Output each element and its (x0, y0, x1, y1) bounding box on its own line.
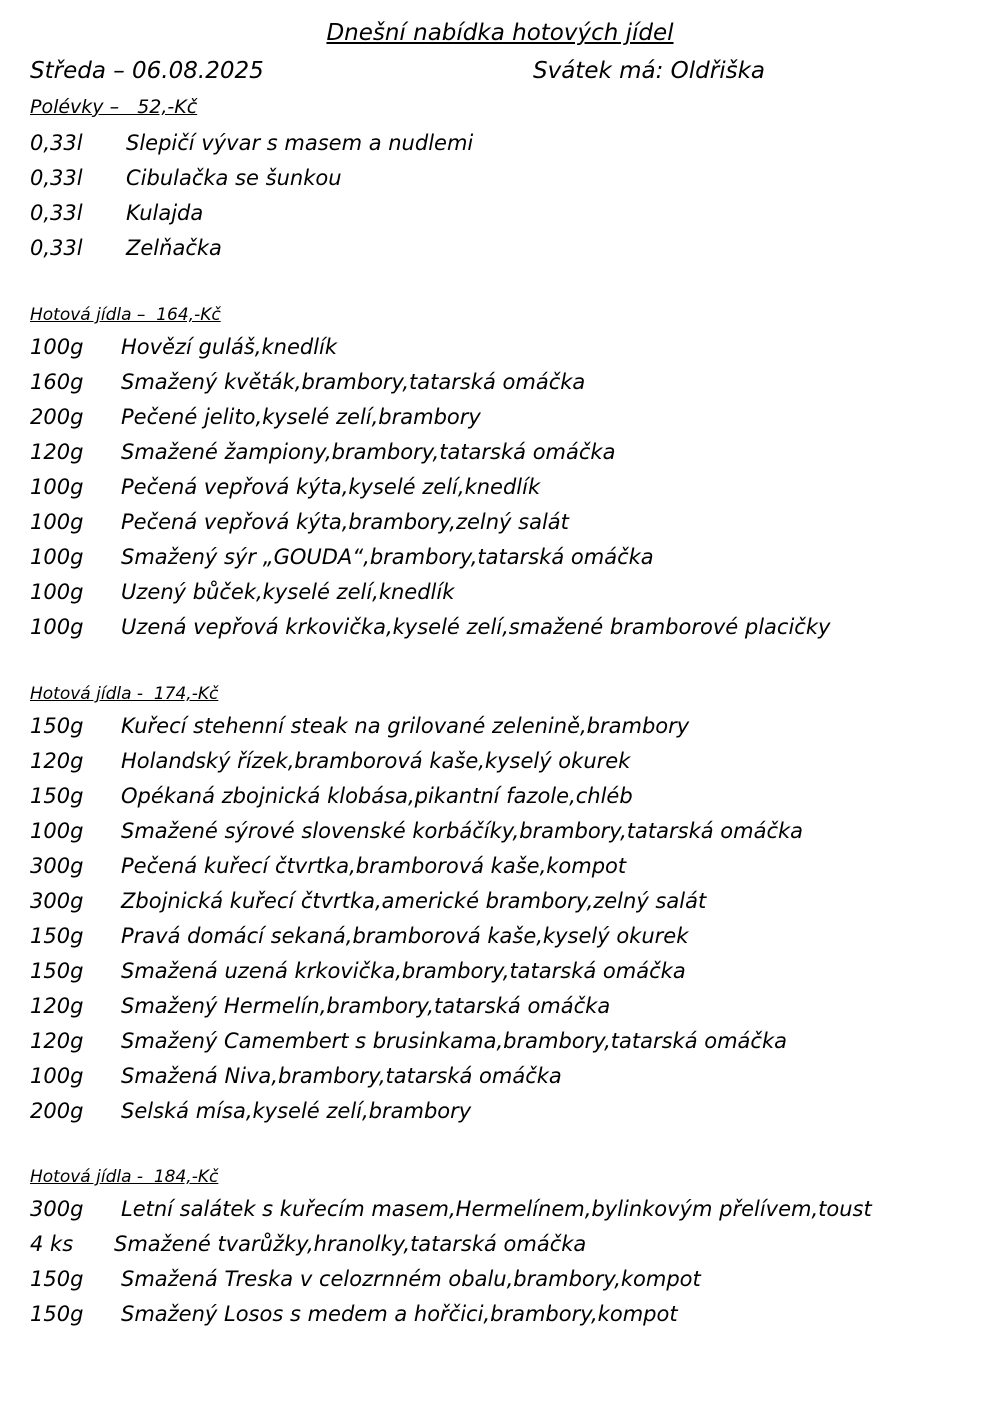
item-quantity: 150g (30, 784, 84, 808)
item-dish: Smažený Camembert s brusinkama,brambory,tatarská omáčka (121, 1029, 787, 1053)
item-quantity: 100g (30, 475, 84, 499)
menu-item (30, 819, 980, 854)
item-dish: Pečená kuřecí čtvrtka,bramborová kaše,kompot (121, 854, 627, 878)
page-title: Dnešní nabídka hotových jídel (326, 20, 674, 46)
item-dish: Smažený květák,brambory,tatarská omáčka (121, 370, 586, 394)
menu-item (30, 236, 980, 271)
item-dish: Zelňačka (126, 236, 222, 260)
section-heading-soups: Polévky – 52,-Kč (30, 96, 198, 118)
item-dish: Kuřecí stehenní steak na grilované zelenině,brambory (121, 714, 690, 738)
item-quantity: 4 ks (30, 1232, 74, 1256)
item-quantity: 150g (30, 959, 84, 983)
item-dish: Smažený Hermelín,brambory,tatarská omáčka (121, 994, 611, 1018)
menu-item (30, 1029, 980, 1064)
item-quantity: 0,33l (30, 201, 83, 225)
menu-item (30, 889, 980, 924)
menu-item (30, 994, 980, 1029)
item-dish: Pečené jelito,kyselé zelí,brambory (121, 405, 481, 429)
item-quantity: 100g (30, 1064, 84, 1088)
menu-item (30, 924, 980, 959)
menu-item (30, 1064, 980, 1099)
menu-item (30, 1099, 980, 1134)
menu-item (30, 475, 980, 510)
section-heading-164: Hotová jídla – 164,-Kč (30, 305, 221, 325)
item-quantity: 0,33l (30, 131, 83, 155)
item-dish: Smažený Losos s medem a hořčici,brambory,kompot (121, 1302, 678, 1326)
section-meals-184 (30, 1197, 980, 1337)
item-quantity: 100g (30, 545, 84, 569)
menu-item (30, 714, 980, 749)
menu-item (30, 1197, 980, 1232)
nameday-line: Svátek má: Oldřiška (533, 58, 765, 84)
item-dish: Zbojnická kuřecí čtvrtka,americké brambory,zelný salát (121, 889, 707, 913)
menu-item (30, 201, 980, 236)
item-quantity: 100g (30, 335, 84, 359)
item-quantity: 100g (30, 819, 84, 843)
item-dish: Letní salátek s kuřecím masem,Hermelínem,bylinkovým přelívem,toust (121, 1197, 872, 1221)
section-soups (30, 131, 980, 271)
item-quantity: 160g (30, 370, 84, 394)
item-quantity: 300g (30, 889, 84, 913)
item-quantity: 200g (30, 405, 84, 429)
item-quantity: 120g (30, 440, 84, 464)
menu-item (30, 1302, 980, 1337)
item-dish: Pravá domácí sekaná,bramborová kaše,kyselý okurek (121, 924, 689, 948)
menu-item (30, 370, 980, 405)
date-line: Středa – 06.08.2025 (30, 58, 264, 84)
item-dish: Smažená uzená krkovička,brambory,tatarská omáčka (121, 959, 686, 983)
menu-item (30, 580, 980, 615)
item-quantity: 200g (30, 1099, 84, 1123)
item-dish: Opékaná zbojnická klobása,pikantní fazole,chléb (121, 784, 633, 808)
item-quantity: 100g (30, 580, 84, 604)
menu-item (30, 1267, 980, 1302)
item-dish: Smažený sýr „GOUDA“,brambory,tatarská omáčka (121, 545, 654, 569)
item-dish: Selská mísa,kyselé zelí,brambory (121, 1099, 472, 1123)
item-dish: Kulajda (126, 201, 204, 225)
item-quantity: 120g (30, 994, 84, 1018)
menu-item (30, 1232, 980, 1267)
item-dish: Pečená vepřová kýta,kyselé zelí,knedlík (121, 475, 541, 499)
item-quantity: 100g (30, 615, 84, 639)
section-meals-174 (30, 714, 980, 1134)
item-dish: Slepičí vývar s masem a nudlemi (126, 131, 474, 155)
item-dish: Pečená vepřová kýta,brambory,zelný salát (121, 510, 569, 534)
item-dish: Cibulačka se šunkou (126, 166, 342, 190)
section-heading-184: Hotová jídla - 184,-Kč (30, 1167, 219, 1187)
item-quantity: 300g (30, 1197, 84, 1221)
item-quantity: 0,33l (30, 236, 83, 260)
item-dish: Smažená Niva,brambory,tatarská omáčka (121, 1064, 562, 1088)
menu-item (30, 510, 980, 545)
item-dish: Uzený bůček,kyselé zelí,knedlík (121, 580, 455, 604)
menu-item (30, 615, 980, 650)
item-dish: Smažené sýrové slovenské korbáčíky,brambory,tatarská omáčka (121, 819, 804, 843)
item-quantity: 100g (30, 510, 84, 534)
item-quantity: 150g (30, 1302, 84, 1326)
item-dish: Hovězí guláš,knedlík (121, 335, 338, 359)
item-quantity: 0,33l (30, 166, 83, 190)
item-quantity: 300g (30, 854, 84, 878)
item-dish: Holandský řízek,bramborová kaše,kyselý okurek (121, 749, 631, 773)
item-quantity: 120g (30, 749, 84, 773)
menu-item (30, 749, 980, 784)
item-dish: Uzená vepřová krkovička,kyselé zelí,smažené bramborové placičky (121, 615, 831, 639)
item-dish: Smažené tvarůžky,hranolky,tatarská omáčka (114, 1232, 587, 1256)
menu-item (30, 131, 980, 166)
menu-item (30, 405, 980, 440)
section-heading-174: Hotová jídla - 174,-Kč (30, 684, 219, 704)
section-meals-164 (30, 335, 980, 650)
item-dish: Smažená Treska v celozrnném obalu,brambory,kompot (121, 1267, 701, 1291)
item-quantity: 150g (30, 714, 84, 738)
item-quantity: 150g (30, 1267, 84, 1291)
menu-item (30, 854, 980, 889)
menu-item (30, 545, 980, 580)
item-quantity: 120g (30, 1029, 84, 1053)
menu-item (30, 959, 980, 994)
menu-item (30, 166, 980, 201)
item-quantity: 150g (30, 924, 84, 948)
menu-item (30, 335, 980, 370)
menu-item (30, 440, 980, 475)
item-dish: Smažené žampiony,brambory,tatarská omáčka (121, 440, 616, 464)
menu-item (30, 784, 980, 819)
